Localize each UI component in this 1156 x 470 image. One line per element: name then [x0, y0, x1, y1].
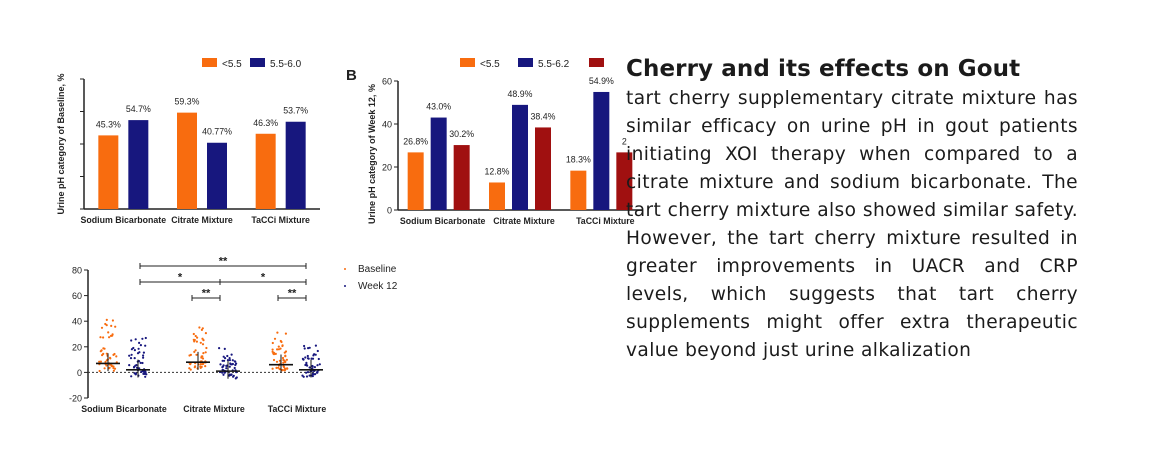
data-label-citrate-mixture-series-1: 40.77% — [202, 126, 232, 137]
y-tick-label: 60 — [381, 76, 392, 87]
point-citrate-mixture-baseline — [193, 333, 195, 335]
point-sodium-bicarbonate-baseline — [101, 327, 103, 329]
panel-title: Cherry and its effects on Gout — [626, 56, 1021, 82]
point-sodium-bicarbonate-baseline — [101, 354, 103, 356]
point-citrate-mixture-baseline — [202, 363, 204, 365]
point-citrate-mixture-baseline — [205, 332, 207, 334]
point-citrate-mixture-baseline — [202, 352, 204, 354]
point-sodium-bicarbonate-week-12 — [144, 345, 146, 347]
point-tacci-mixture-week-12 — [304, 347, 306, 349]
y-axis-label: Urine pH category of Baseline, % — [56, 73, 66, 215]
point-tacci-mixture-baseline — [272, 368, 274, 370]
data-label-sodium-bicarbonate-series-1: 43.0% — [426, 101, 452, 112]
point-citrate-mixture-baseline — [205, 347, 207, 349]
point-citrate-mixture-week-12 — [226, 355, 228, 357]
data-label-tacci-mixture-series-2: 2 — [621, 136, 627, 147]
point-sodium-bicarbonate-week-12 — [140, 371, 142, 373]
point-sodium-bicarbonate-baseline — [106, 319, 108, 321]
point-tacci-mixture-baseline — [284, 355, 286, 357]
bar-citrate-mixture-series-1 — [512, 105, 528, 210]
point-sodium-bicarbonate-week-12 — [131, 348, 133, 350]
point-citrate-mixture-week-12 — [219, 363, 221, 365]
y-tick-label: -20 — [68, 393, 82, 404]
chart-legend — [202, 58, 302, 70]
point-citrate-mixture-baseline — [202, 357, 204, 359]
bar-tacci-mixture-series-0 — [570, 171, 586, 210]
point-tacci-mixture-baseline — [286, 359, 288, 361]
significance-brackets — [140, 256, 306, 302]
legend-swatch-55-62 — [518, 58, 533, 67]
significance-marker: * — [260, 271, 266, 284]
point-tacci-mixture-baseline — [272, 352, 274, 354]
point-citrate-mixture-week-12 — [225, 365, 227, 367]
point-tacci-mixture-week-12 — [302, 359, 304, 361]
point-citrate-mixture-baseline — [202, 339, 204, 341]
point-sodium-bicarbonate-week-12 — [142, 373, 144, 375]
point-sodium-bicarbonate-baseline — [106, 324, 108, 326]
point-tacci-mixture-baseline — [282, 359, 284, 361]
point-citrate-mixture-baseline — [198, 326, 200, 328]
point-sodium-bicarbonate-week-12 — [140, 344, 142, 346]
point-citrate-mixture-baseline — [193, 339, 195, 341]
point-sodium-bicarbonate-baseline — [112, 367, 114, 369]
point-citrate-mixture-week-12 — [224, 372, 226, 374]
y-tick-label: 80 — [71, 265, 82, 276]
data-label-tacci-mixture-series-0: 46.3% — [253, 117, 279, 128]
point-sodium-bicarbonate-baseline — [115, 355, 117, 357]
point-tacci-mixture-week-12 — [303, 345, 305, 347]
urine-ph-week12-bar-chart — [342, 52, 635, 237]
point-citrate-mixture-baseline — [193, 351, 195, 353]
legend-swatch-lt55 — [202, 58, 217, 67]
data-label-tacci-mixture-series-0: 18.3% — [565, 154, 591, 165]
point-citrate-mixture-week-12 — [221, 366, 223, 368]
x-tick-labels — [81, 215, 310, 225]
point-tacci-mixture-week-12 — [308, 358, 310, 360]
point-citrate-mixture-baseline — [196, 337, 198, 339]
point-sodium-bicarbonate-week-12 — [134, 349, 136, 351]
y-tick-label: 20 — [71, 342, 82, 353]
point-tacci-mixture-week-12 — [316, 372, 318, 374]
bar-sodium-bicarbonate-series-2 — [454, 145, 470, 210]
data-label-sodium-bicarbonate-series-0: 26.8% — [403, 136, 429, 147]
point-citrate-mixture-week-12 — [235, 363, 237, 365]
legend-marker-week12 — [344, 285, 346, 287]
point-citrate-mixture-week-12 — [222, 374, 224, 376]
point-citrate-mixture-baseline — [194, 365, 196, 367]
point-tacci-mixture-baseline — [277, 367, 279, 369]
data-labels — [96, 97, 308, 137]
point-tacci-mixture-baseline — [282, 357, 284, 359]
point-tacci-mixture-week-12 — [305, 362, 307, 364]
y-tick-label: 0 — [76, 367, 82, 378]
point-sodium-bicarbonate-week-12 — [138, 342, 140, 344]
point-citrate-mixture-week-12 — [233, 375, 235, 377]
y-axis-label: Urine pH category of Week 12, % — [367, 84, 377, 224]
point-citrate-mixture-week-12 — [234, 367, 236, 369]
point-citrate-mixture-baseline — [200, 367, 202, 369]
point-citrate-mixture-baseline — [205, 351, 207, 353]
point-tacci-mixture-baseline — [286, 368, 288, 370]
x-tick-label-sodium-bicarbonate: Sodium Bicarbonate — [81, 404, 167, 414]
point-sodium-bicarbonate-week-12 — [143, 352, 145, 354]
x-tick-label-tacci-mixture: TaCCi Mixture — [267, 404, 327, 414]
point-sodium-bicarbonate-baseline — [114, 326, 116, 328]
chart-legend — [460, 58, 604, 70]
data-label-citrate-mixture-series-0: 59.3% — [174, 96, 200, 107]
point-tacci-mixture-baseline — [281, 345, 283, 347]
text-panel — [626, 54, 1078, 365]
point-sodium-bicarbonate-baseline — [100, 361, 102, 363]
x-tick-label-sodium-bicarbonate: Sodium Bicarbonate — [80, 215, 167, 225]
bar-sodium-bicarbonate-series-0 — [408, 152, 424, 210]
point-sodium-bicarbonate-baseline — [101, 349, 103, 351]
y-tick-label: 40 — [71, 316, 82, 327]
point-citrate-mixture-week-12 — [224, 357, 226, 359]
point-tacci-mixture-baseline — [284, 361, 286, 363]
point-sodium-bicarbonate-week-12 — [135, 338, 137, 340]
point-citrate-mixture-week-12 — [232, 363, 234, 365]
point-tacci-mixture-week-12 — [306, 375, 308, 377]
bar-citrate-mixture-series-0 — [489, 182, 505, 210]
point-citrate-mixture-week-12 — [236, 376, 238, 378]
point-tacci-mixture-week-12 — [314, 373, 316, 375]
point-tacci-mixture-week-12 — [303, 376, 305, 378]
point-citrate-mixture-week-12 — [232, 359, 234, 361]
point-citrate-mixture-baseline — [196, 341, 198, 343]
legend-swatch-55-60 — [250, 58, 265, 67]
point-tacci-mixture-week-12 — [309, 347, 311, 349]
point-citrate-mixture-week-12 — [221, 372, 223, 374]
point-tacci-mixture-week-12 — [319, 363, 321, 365]
urine-ph-dot-plot — [52, 255, 432, 428]
urine-ph-baseline-bar-chart — [52, 52, 324, 237]
data-label-sodium-bicarbonate-series-1: 54.7% — [125, 104, 151, 115]
bar-citrate-mixture-series-2 — [535, 127, 551, 210]
bar-citrate-mixture-series-1 — [207, 143, 227, 209]
x-tick-label-citrate-mixture: Citrate Mixture — [171, 215, 233, 225]
point-tacci-mixture-week-12 — [309, 375, 311, 377]
significance-marker: ** — [201, 287, 211, 300]
point-tacci-mixture-week-12 — [305, 372, 307, 374]
point-citrate-mixture-week-12 — [218, 347, 220, 349]
point-tacci-mixture-week-12 — [307, 371, 309, 373]
point-sodium-bicarbonate-week-12 — [142, 354, 144, 356]
point-sodium-bicarbonate-baseline — [102, 336, 104, 338]
legend-label-lt55: <5.5 — [222, 59, 242, 70]
data-label-sodium-bicarbonate-series-2: 30.2% — [449, 129, 475, 140]
panel-label: B — [346, 67, 357, 84]
point-citrate-mixture-baseline — [190, 369, 192, 371]
point-sodium-bicarbonate-week-12 — [144, 376, 146, 378]
point-citrate-mixture-baseline — [188, 354, 190, 356]
point-sodium-bicarbonate-week-12 — [134, 357, 136, 359]
point-citrate-mixture-baseline — [202, 327, 204, 329]
panel-body: tart cherry supplementary citrate mixture has similar efficacy on urine pH in gout patients initiating XOI therapy when compared to a citrate mixture and sodium bicarbonate. The tart cherry mixture also showed similar safety. However, the tart cherry mixture resulted in greater improvements in UACR and CRP levels, which suggests that tart cherry supplements might offer extra therapeutic value beyond just urine alkalization — [626, 88, 1078, 361]
point-citrate-mixture-baseline — [195, 354, 197, 356]
bar-sodium-bicarbonate-series-1 — [128, 120, 148, 209]
point-sodium-bicarbonate-baseline — [113, 370, 115, 372]
point-tacci-mixture-baseline — [283, 366, 285, 368]
point-tacci-mixture-week-12 — [316, 364, 318, 366]
point-sodium-bicarbonate-week-12 — [130, 357, 132, 359]
legend-label-55-60: 5.5-6.0 — [270, 59, 302, 70]
legend-label-baseline: Baseline — [358, 264, 397, 275]
point-tacci-mixture-week-12 — [311, 358, 313, 360]
legend-label-lt55: <5.5 — [480, 59, 500, 70]
point-tacci-mixture-week-12 — [312, 375, 314, 377]
point-sodium-bicarbonate-week-12 — [137, 352, 139, 354]
x-tick-labels — [400, 216, 635, 226]
point-sodium-bicarbonate-baseline — [108, 336, 110, 338]
data-label-citrate-mixture-series-1: 48.9% — [507, 88, 533, 99]
point-sodium-bicarbonate-week-12 — [135, 364, 137, 366]
x-tick-label-tacci-mixture: TaCCi Mixture — [576, 216, 635, 226]
point-tacci-mixture-baseline — [274, 338, 276, 340]
x-tick-label-tacci-mixture: TaCCi Mixture — [251, 215, 310, 225]
legend-label-week12: Week 12 — [358, 281, 398, 292]
point-citrate-mixture-week-12 — [227, 359, 229, 361]
point-citrate-mixture-week-12 — [222, 360, 224, 362]
point-tacci-mixture-baseline — [278, 348, 280, 350]
point-tacci-mixture-week-12 — [312, 366, 314, 368]
point-tacci-mixture-baseline — [280, 341, 282, 343]
data-label-citrate-mixture-series-2: 38.4% — [530, 111, 556, 122]
point-sodium-bicarbonate-week-12 — [141, 362, 143, 364]
point-sodium-bicarbonate-week-12 — [140, 362, 142, 364]
point-sodium-bicarbonate-baseline — [112, 333, 114, 335]
point-tacci-mixture-baseline — [276, 361, 278, 363]
point-tacci-mixture-baseline — [276, 332, 278, 334]
point-tacci-mixture-week-12 — [318, 358, 320, 360]
point-tacci-mixture-week-12 — [314, 366, 316, 368]
point-tacci-mixture-week-12 — [309, 366, 311, 368]
point-tacci-mixture-week-12 — [317, 350, 319, 352]
bar-sodium-bicarbonate-series-0 — [98, 135, 118, 209]
point-sodium-bicarbonate-baseline — [99, 336, 101, 338]
x-tick-label-citrate-mixture: Citrate Mixture — [183, 404, 245, 414]
point-sodium-bicarbonate-week-12 — [135, 373, 137, 375]
point-sodium-bicarbonate-baseline — [112, 354, 114, 356]
point-citrate-mixture-week-12 — [224, 348, 226, 350]
point-citrate-mixture-week-12 — [225, 367, 227, 369]
x-tick-labels — [81, 404, 326, 414]
point-sodium-bicarbonate-week-12 — [145, 337, 147, 339]
point-sodium-bicarbonate-baseline — [112, 319, 114, 321]
data-label-tacci-mixture-series-1: 53.7% — [283, 105, 309, 116]
x-tick-label-citrate-mixture: Citrate Mixture — [493, 216, 555, 226]
point-sodium-bicarbonate-week-12 — [131, 354, 133, 356]
legend-swatch-lt55 — [460, 58, 475, 67]
point-citrate-mixture-week-12 — [230, 374, 232, 376]
legend-label-55-62: 5.5-6.2 — [538, 59, 570, 70]
point-tacci-mixture-baseline — [272, 342, 274, 344]
point-sodium-bicarbonate-baseline — [102, 347, 104, 349]
y-tick-label: 20 — [381, 162, 392, 173]
significance-marker: ** — [287, 287, 297, 300]
point-tacci-mixture-week-12 — [304, 356, 306, 358]
point-tacci-mixture-baseline — [275, 353, 277, 355]
bar-tacci-mixture-series-0 — [256, 134, 276, 209]
point-sodium-bicarbonate-week-12 — [128, 364, 130, 366]
point-citrate-mixture-baseline — [200, 342, 202, 344]
bar-tacci-mixture-series-1 — [593, 92, 609, 210]
data-label-sodium-bicarbonate-series-0: 45.3% — [95, 119, 121, 130]
point-sodium-bicarbonate-baseline — [109, 357, 111, 359]
point-sodium-bicarbonate-week-12 — [141, 338, 143, 340]
chart-legend — [344, 264, 398, 292]
point-citrate-mixture-week-12 — [234, 361, 236, 363]
data-label-tacci-mixture-series-1: 54.9% — [588, 75, 614, 86]
point-sodium-bicarbonate-baseline — [110, 335, 112, 337]
point-sodium-bicarbonate-week-12 — [133, 366, 135, 368]
point-citrate-mixture-week-12 — [229, 366, 231, 368]
point-tacci-mixture-baseline — [284, 352, 286, 354]
point-citrate-mixture-baseline — [204, 365, 206, 367]
point-sodium-bicarbonate-week-12 — [130, 375, 132, 377]
point-sodium-bicarbonate-week-12 — [138, 348, 140, 350]
point-tacci-mixture-baseline — [278, 346, 280, 348]
significance-marker: * — [177, 271, 183, 284]
point-tacci-mixture-week-12 — [312, 373, 314, 375]
point-tacci-mixture-week-12 — [307, 355, 309, 357]
data-label-citrate-mixture-series-0: 12.8% — [484, 166, 510, 177]
bar-sodium-bicarbonate-series-1 — [431, 118, 447, 210]
bar-tacci-mixture-series-1 — [286, 122, 306, 209]
point-tacci-mixture-week-12 — [315, 354, 317, 356]
y-tick-label: 40 — [381, 119, 392, 130]
bar-citrate-mixture-series-0 — [177, 113, 197, 209]
point-tacci-mixture-week-12 — [315, 345, 317, 347]
x-tick-label-sodium-bicarbonate: Sodium Bicarbonate — [399, 216, 486, 226]
point-sodium-bicarbonate-baseline — [99, 370, 101, 372]
point-tacci-mixture-baseline — [272, 349, 274, 351]
y-tick-label: 60 — [71, 291, 82, 302]
point-sodium-bicarbonate-baseline — [107, 331, 109, 333]
point-sodium-bicarbonate-week-12 — [128, 355, 130, 357]
point-sodium-bicarbonate-baseline — [110, 325, 112, 327]
point-citrate-mixture-week-12 — [229, 362, 231, 364]
point-sodium-bicarbonate-week-12 — [130, 339, 132, 341]
point-sodium-bicarbonate-baseline — [104, 367, 106, 369]
point-citrate-mixture-week-12 — [231, 354, 233, 356]
legend-marker-baseline — [344, 268, 346, 270]
point-citrate-mixture-week-12 — [229, 359, 231, 361]
point-citrate-mixture-baseline — [202, 343, 204, 345]
point-tacci-mixture-baseline — [285, 333, 287, 335]
point-tacci-mixture-baseline — [273, 359, 275, 361]
point-sodium-bicarbonate-week-12 — [142, 357, 144, 359]
legend-swatch-third — [589, 58, 604, 67]
point-citrate-mixture-week-12 — [229, 357, 231, 359]
significance-marker: ** — [218, 255, 228, 268]
y-tick-label: 0 — [386, 205, 392, 216]
